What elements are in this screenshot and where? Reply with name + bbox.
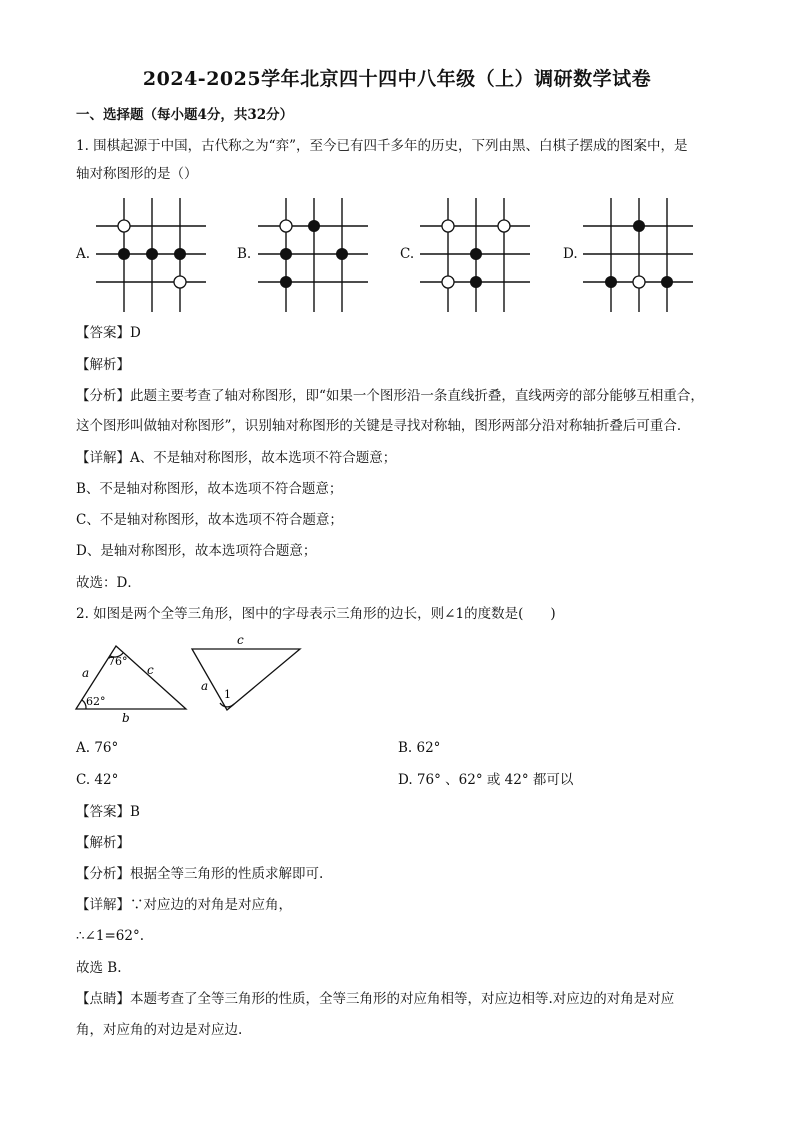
go-board-figure-b (252, 196, 372, 322)
q1-stem-line2: 轴对称图形的是（） (76, 166, 198, 182)
q1-option-b-label: B. (237, 246, 252, 262)
white-stone (498, 220, 510, 232)
q1-option-c-label: C. (400, 246, 415, 262)
q1-stem-line1: 1. 围棋起源于中国，古代称之为“弈”，至今已有四千多年的历史，下列由黑、白棋子摆成的图案中，是 (76, 138, 688, 154)
q2-analysis: 【分析】根据全等三角形的性质求解即可. (76, 866, 324, 882)
q1-option-d-label: D. (563, 246, 578, 262)
angle-label-76: 76° (108, 655, 128, 668)
angle-label-1: 1 (224, 688, 231, 701)
q1-detail-c: C、不是轴对称图形，故本选项不符合题意； (76, 512, 343, 528)
white-stone (633, 276, 645, 288)
white-stone (174, 276, 186, 288)
q1-answer: 【答案】D (76, 325, 141, 341)
black-stone (633, 220, 645, 232)
side-label-b: b (122, 711, 130, 725)
q2-remark-line1: 【点睛】本题考查了全等三角形的性质，全等三角形的对应角相等，对应边相等.对应边的对角是对应 (76, 991, 675, 1007)
q1-choice: 故选：D． (76, 575, 141, 591)
black-stone (118, 248, 130, 260)
white-stone (442, 276, 454, 288)
q2-analysis-heading: 【解析】 (76, 835, 130, 851)
q2-option-b: B. 62° (398, 740, 441, 756)
angle-label-62: 62° (86, 695, 106, 708)
black-stone (146, 248, 158, 260)
side-label-c: c (147, 663, 154, 677)
black-stone (605, 276, 617, 288)
q1-analysis-line1: 【分析】此题主要考查了轴对称图形，即“如果一个图形沿一条直线折叠，直线两旁的部分能够互相重合， (76, 388, 704, 404)
q2-detail-line1: 【详解】∵对应边的对角是对应角， (76, 897, 292, 913)
q2-remark-line2: 角，对应角的对边是对应边. (76, 1022, 243, 1038)
q2-option-a: A. 76° (76, 740, 119, 756)
q1-detail-b: B、不是轴对称图形，故本选项不符合题意； (76, 481, 343, 497)
congruent-triangles-figure (70, 632, 310, 728)
black-stone (280, 248, 292, 260)
q2-choice: 故选 B. (76, 960, 122, 976)
black-stone (661, 276, 673, 288)
q2-answer: 【答案】B (76, 804, 140, 820)
black-stone (470, 276, 482, 288)
q1-option-a-label: A. (76, 246, 91, 262)
black-stone (470, 248, 482, 260)
side-label-a2: a (201, 679, 209, 693)
q2-option-d: D. 76° 、62° 或 42° 都可以 (398, 772, 574, 788)
white-stone (118, 220, 130, 232)
page-title: 2024-2025学年北京四十四中八年级（上）调研数学试卷 (142, 68, 652, 90)
side-label-c2: c (237, 633, 244, 647)
go-board-figure-d (577, 196, 697, 322)
q2-option-c: C. 42° (76, 772, 119, 788)
black-stone (280, 276, 292, 288)
black-stone (336, 248, 348, 260)
go-board-figure-a (90, 196, 210, 322)
q1-detail-d: D、是轴对称图形，故本选项符合题意； (76, 543, 317, 559)
q1-detail-a: 【详解】A、不是轴对称图形，故本选项不符合题意； (76, 450, 397, 466)
white-stone (280, 220, 292, 232)
q1-analysis-heading: 【解析】 (76, 357, 130, 373)
section-heading: 一、选择题（每小题4分，共32分） (76, 107, 294, 123)
go-board-figure-c (414, 196, 534, 322)
side-label-a: a (82, 666, 90, 680)
q1-analysis-line2: 这个图形叫做轴对称图形”，识别轴对称图形的关键是寻找对称轴，图形两部分沿对称轴折叠后可重合． (76, 418, 691, 434)
black-stone (174, 248, 186, 260)
q2-stem: 2. 如图是两个全等三角形，图中的字母表示三角形的边长，则∠1的度数是( ) (76, 606, 556, 622)
white-stone (442, 220, 454, 232)
q2-detail-line2: ∴∠1=62°. (76, 928, 145, 944)
black-stone (308, 220, 320, 232)
